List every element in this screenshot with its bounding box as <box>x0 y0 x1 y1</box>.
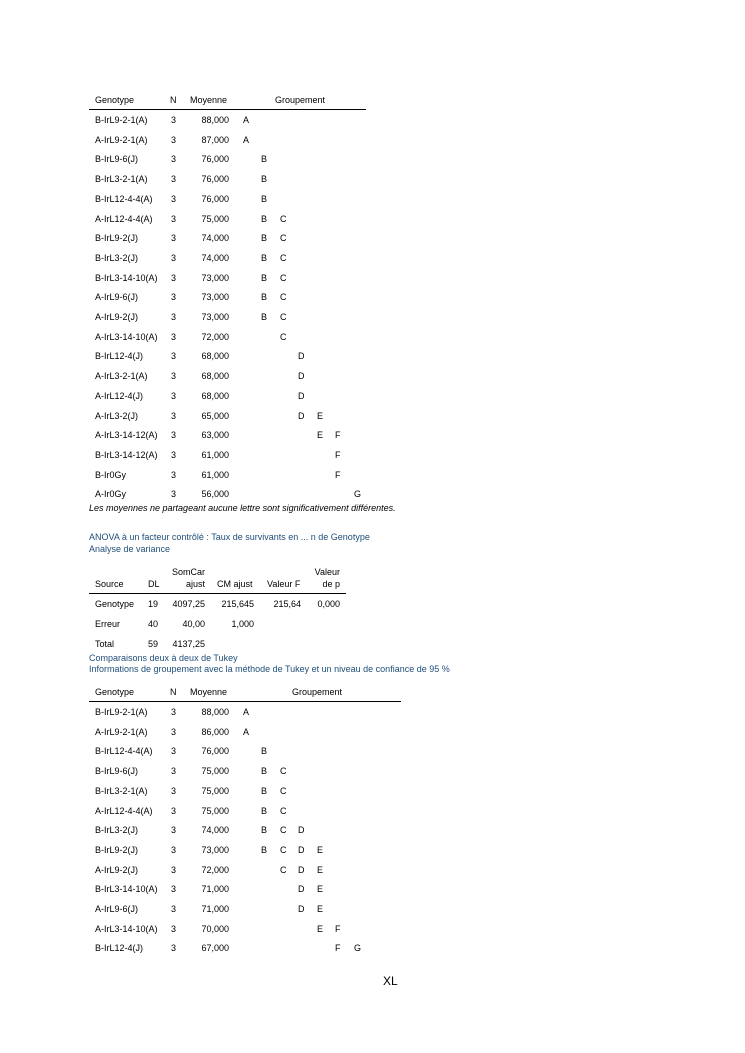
row-group-letter: D <box>298 844 305 855</box>
anova-header-ajust: ajust <box>185 579 205 589</box>
row-genotype: B-IrL9-2(J) <box>95 233 139 244</box>
row-n: 3 <box>171 351 177 362</box>
row-genotype: A-IrL12-4-4(A) <box>95 213 153 224</box>
row-genotype: A-IrL9-6(J) <box>95 904 139 914</box>
anova-header-dep: de p <box>322 579 340 589</box>
row-genotype: A-IrL12-4-4(A) <box>95 805 153 816</box>
row-group-letter: B <box>261 252 268 263</box>
anova-header-valeur: Valeur <box>314 567 340 577</box>
row-mean: 68,000 <box>201 371 229 382</box>
row-n: 3 <box>171 193 177 204</box>
row-mean: 87,000 <box>201 134 229 145</box>
row-group-letter: F <box>335 469 341 480</box>
row-n: 3 <box>171 805 177 816</box>
row-group-letter: C <box>280 312 287 322</box>
row-group-letter: E <box>317 884 324 895</box>
row-genotype: A-Ir0Gy <box>95 489 127 500</box>
row-group-letter: C <box>280 272 287 283</box>
anova-header-somcar: SomCar <box>171 567 205 577</box>
table-rule <box>89 109 366 110</box>
row-group-letter: E <box>317 844 324 855</box>
anova-cell-dl: 40 <box>147 619 158 629</box>
page-label: XL <box>383 974 398 988</box>
row-group-letter: C <box>280 213 287 224</box>
row-mean: 76,000 <box>201 154 229 165</box>
row-genotype: A-IrL3-2(J) <box>95 410 139 421</box>
col-header-grouping: Groupement <box>275 95 326 105</box>
row-mean: 75,000 <box>201 785 229 796</box>
row-n: 3 <box>171 174 177 185</box>
row-genotype: B-IrL9-6(J) <box>95 766 139 777</box>
row-mean: 63,000 <box>201 430 229 441</box>
row-n: 3 <box>171 904 177 914</box>
row-group-letter: A <box>243 707 250 717</box>
row-mean: 71,000 <box>201 884 229 895</box>
row-group-letter: C <box>280 844 287 855</box>
row-genotype: B-IrL9-6(J) <box>95 154 139 165</box>
row-n: 3 <box>171 923 177 934</box>
row-group-letter: B <box>261 746 268 757</box>
anova-rule <box>89 593 346 594</box>
row-genotype: A-IrL9-2(J) <box>95 312 139 322</box>
row-genotype: B-IrL12-4(J) <box>95 943 144 954</box>
row-n: 3 <box>171 331 177 342</box>
row-mean: 70,000 <box>201 923 229 934</box>
row-genotype: A-IrL3-14-10(A) <box>95 923 158 934</box>
row-group-letter: E <box>317 410 324 421</box>
row-group-letter: F <box>335 923 341 934</box>
row-group-letter: D <box>298 825 305 836</box>
row-group-letter: G <box>354 489 362 500</box>
row-mean: 68,000 <box>201 390 229 401</box>
row-genotype: B-IrL12-4(J) <box>95 351 144 362</box>
row-mean: 56,000 <box>201 489 229 500</box>
row-mean: 61,000 <box>201 449 229 460</box>
row-n: 3 <box>171 884 177 895</box>
row-group-letter: B <box>261 193 268 204</box>
row-n: 3 <box>171 489 177 500</box>
col-header-mean: Moyenne <box>190 687 228 697</box>
row-mean: 65,000 <box>201 410 229 421</box>
row-group-letter: B <box>261 785 268 796</box>
row-genotype: A-IrL3-2-1(A) <box>95 371 148 382</box>
anova-header-dl: DL <box>148 579 160 589</box>
row-n: 3 <box>171 844 177 855</box>
anova-cell-source: Total <box>95 639 115 649</box>
row-n: 3 <box>171 449 177 460</box>
row-genotype: B-IrL9-2(J) <box>95 844 139 855</box>
row-group-letter: B <box>261 292 268 303</box>
row-mean: 73,000 <box>201 312 229 322</box>
anova-cell-ms: 215,645 <box>221 599 254 609</box>
anova-cell-ss: 40,00 <box>182 619 205 629</box>
row-group-letter: D <box>298 390 305 401</box>
row-genotype: B-IrL12-4-4(A) <box>95 193 153 204</box>
row-mean: 76,000 <box>201 746 229 757</box>
row-mean: 73,000 <box>201 272 229 283</box>
row-group-letter: D <box>298 371 305 382</box>
row-genotype: B-IrL12-4-4(A) <box>95 746 153 757</box>
row-n: 3 <box>171 213 177 224</box>
row-genotype: B-IrL3-2-1(A) <box>95 174 148 185</box>
row-n: 3 <box>171 707 177 717</box>
row-group-letter: F <box>335 430 341 441</box>
row-n: 3 <box>171 312 177 322</box>
row-genotype: B-IrL3-2(J) <box>95 825 139 836</box>
row-genotype: B-IrL3-14-10(A) <box>95 272 158 283</box>
row-genotype: A-IrL9-2-1(A) <box>95 726 148 737</box>
row-group-letter: C <box>280 785 287 796</box>
row-mean: 75,000 <box>201 805 229 816</box>
row-mean: 88,000 <box>201 115 229 125</box>
row-group-letter: G <box>354 943 362 954</box>
row-genotype: B-IrL3-14-12(A) <box>95 449 158 460</box>
row-group-letter: A <box>243 134 250 145</box>
row-mean: 75,000 <box>201 213 229 224</box>
row-group-letter: A <box>243 115 250 125</box>
row-group-letter: B <box>261 233 268 244</box>
table-rule <box>89 701 401 702</box>
row-n: 3 <box>171 469 177 480</box>
row-group-letter: C <box>280 233 287 244</box>
row-group-letter: D <box>298 410 305 421</box>
row-mean: 74,000 <box>201 825 229 836</box>
anova-subtitle: Analyse de variance <box>89 544 171 554</box>
row-mean: 68,000 <box>201 351 229 362</box>
row-n: 3 <box>171 410 177 421</box>
row-genotype: A-IrL9-2-1(A) <box>95 134 148 145</box>
row-n: 3 <box>171 115 177 125</box>
row-genotype: A-IrL3-14-10(A) <box>95 331 158 342</box>
row-mean: 61,000 <box>201 469 229 480</box>
col-header-genotype: Genotype <box>95 687 135 697</box>
tukey-subtitle: Informations de groupement avec la méthode de Tukey et un niveau de confiance de 95 % <box>89 664 450 674</box>
row-genotype: B-IrL3-14-10(A) <box>95 884 158 895</box>
row-genotype: A-IrL3-14-12(A) <box>95 430 158 441</box>
anova-cell-dl: 59 <box>147 639 158 649</box>
row-genotype: A-IrL9-2(J) <box>95 864 139 875</box>
row-group-letter: A <box>243 726 250 737</box>
row-n: 3 <box>171 825 177 836</box>
row-n: 3 <box>171 746 177 757</box>
row-genotype: A-IrL12-4(J) <box>95 390 144 401</box>
row-n: 3 <box>171 233 177 244</box>
row-group-letter: B <box>261 213 268 224</box>
row-mean: 72,000 <box>201 864 229 875</box>
row-mean: 73,000 <box>201 844 229 855</box>
row-group-letter: B <box>261 844 268 855</box>
anova-cell-dl: 19 <box>147 599 158 609</box>
tukey-title: Comparaisons deux à deux de Tukey <box>89 653 238 663</box>
row-n: 3 <box>171 252 177 263</box>
row-mean: 73,000 <box>201 292 229 303</box>
row-group-letter: D <box>298 904 305 914</box>
row-n: 3 <box>171 292 177 303</box>
col-header-grouping: Groupement <box>292 687 343 697</box>
row-group-letter: C <box>280 252 287 263</box>
anova-title: ANOVA à un facteur contrôlé : Taux de survivants en ... n de Genotype <box>89 532 370 542</box>
row-group-letter: E <box>317 430 324 441</box>
row-group-letter: B <box>261 766 268 777</box>
row-group-letter: B <box>261 805 268 816</box>
row-mean: 71,000 <box>201 904 229 914</box>
row-group-letter: E <box>317 864 324 875</box>
col-header-genotype: Genotype <box>95 95 135 105</box>
row-group-letter: B <box>261 272 268 283</box>
row-group-letter: B <box>261 154 268 165</box>
row-genotype: B-IrL3-2-1(A) <box>95 785 148 796</box>
row-group-letter: E <box>317 923 324 934</box>
row-n: 3 <box>171 430 177 441</box>
row-mean: 75,000 <box>201 766 229 777</box>
row-n: 3 <box>171 864 177 875</box>
row-n: 3 <box>171 785 177 796</box>
row-group-letter: D <box>298 351 305 362</box>
row-n: 3 <box>171 371 177 382</box>
row-mean: 76,000 <box>201 193 229 204</box>
row-n: 3 <box>171 726 177 737</box>
anova-cell-ss: 4097,25 <box>172 599 205 609</box>
row-genotype: A-IrL9-6(J) <box>95 292 139 303</box>
row-mean: 72,000 <box>201 331 229 342</box>
anova-cell-ss: 4137,25 <box>172 639 205 649</box>
row-n: 3 <box>171 390 177 401</box>
row-genotype: B-IrL9-2-1(A) <box>95 707 148 717</box>
row-group-letter: F <box>335 449 341 460</box>
row-n: 3 <box>171 134 177 145</box>
row-mean: 76,000 <box>201 174 229 185</box>
anova-cell-p: 0,000 <box>317 599 340 609</box>
col-header-n: N <box>170 687 177 697</box>
row-group-letter: F <box>335 943 341 954</box>
row-group-letter: B <box>261 825 268 836</box>
row-group-letter: C <box>280 805 287 816</box>
row-n: 3 <box>171 272 177 283</box>
row-group-letter: C <box>280 292 287 303</box>
row-mean: 67,000 <box>201 943 229 954</box>
row-n: 3 <box>171 943 177 954</box>
row-genotype: B-Ir0Gy <box>95 469 127 480</box>
row-group-letter: B <box>261 312 268 322</box>
anova-cell-source: Erreur <box>95 619 121 629</box>
col-header-mean: Moyenne <box>190 95 228 105</box>
row-n: 3 <box>171 154 177 165</box>
row-mean: 74,000 <box>201 233 229 244</box>
row-group-letter: C <box>280 331 287 342</box>
row-group-letter: E <box>317 904 324 914</box>
row-mean: 88,000 <box>201 707 229 717</box>
col-header-n: N <box>170 95 177 105</box>
anova-header-cm: CM ajust <box>217 579 253 589</box>
significance-note: Les moyennes ne partageant aucune lettre sont significativement différentes. <box>89 503 396 513</box>
anova-cell-source: Genotype <box>95 599 135 609</box>
row-genotype: B-IrL9-2-1(A) <box>95 115 148 125</box>
row-group-letter: C <box>280 766 287 777</box>
row-mean: 86,000 <box>201 726 229 737</box>
row-group-letter: D <box>298 884 305 895</box>
anova-header-source: Source <box>95 579 124 589</box>
row-mean: 74,000 <box>201 252 229 263</box>
row-genotype: B-IrL3-2(J) <box>95 252 139 263</box>
row-n: 3 <box>171 766 177 777</box>
anova-header-f: Valeur F <box>267 579 301 589</box>
row-group-letter: B <box>261 174 268 185</box>
row-group-letter: C <box>280 864 287 875</box>
row-group-letter: D <box>298 864 305 875</box>
row-group-letter: C <box>280 825 287 836</box>
anova-cell-f: 215,64 <box>273 599 301 609</box>
anova-cell-ms: 1,000 <box>231 619 254 629</box>
